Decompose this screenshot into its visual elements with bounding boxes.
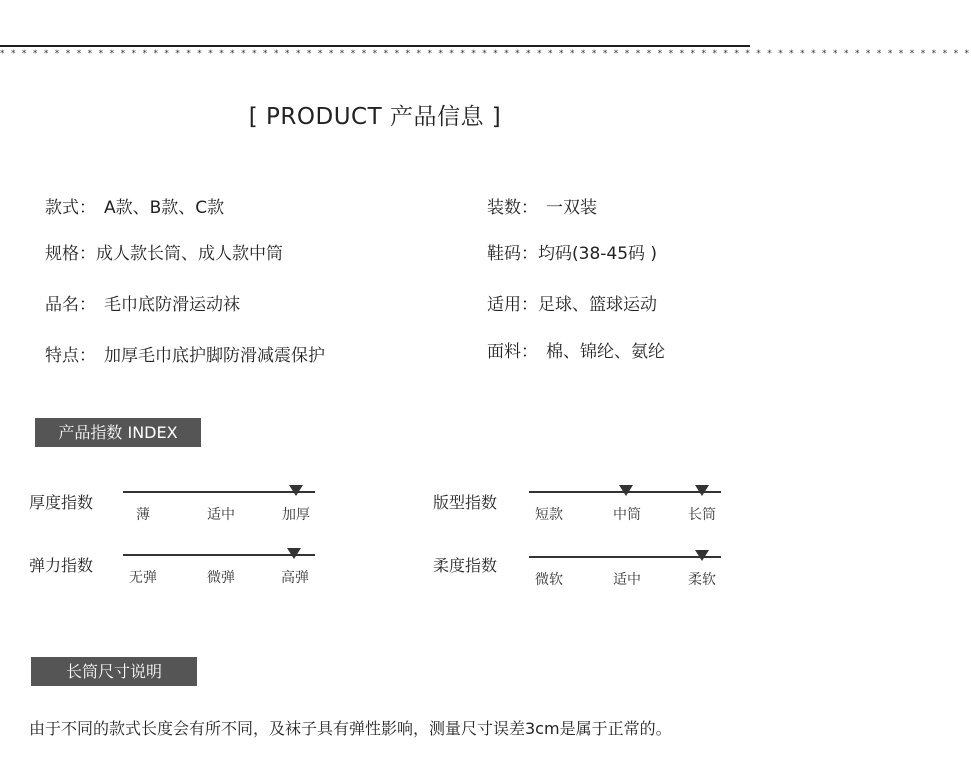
fit-tick-1: 短款 [535, 507, 563, 523]
spec-pack [487, 193, 597, 218]
spec-name-label: 品名： [45, 295, 96, 315]
elasticity-label: 弹力指数 [29, 556, 94, 575]
fit-marker-mid [619, 485, 633, 496]
page-title: [ PRODUCT 产品信息 ] [248, 104, 502, 130]
thickness-tick-3: 加厚 [282, 507, 310, 523]
spec-name-value: 毛巾底防滑运动袜 [104, 295, 240, 315]
thickness-tick-1: 薄 [136, 507, 150, 523]
spec-material [487, 337, 665, 362]
spec-material-label: 面料： [487, 342, 538, 362]
spec-feature [45, 341, 325, 366]
thickness-scale-line [123, 491, 315, 493]
index-section-tag: 产品指数 INDEX [35, 418, 201, 447]
softness-scale [529, 556, 721, 596]
softness-marker [695, 550, 709, 561]
spec-style-value: A款、B款、C款 [104, 198, 225, 218]
spec-size-label: 规格： [45, 244, 96, 264]
softness-label: 柔度指数 [433, 556, 498, 575]
spec-shoe-size-label: 鞋码： [487, 244, 538, 264]
size-note: 由于不同的款式长度会有所不同，及袜子具有弹性影响，测量尺寸误差3cm是属于正常的。 [29, 719, 672, 738]
size-section-tag: 长筒尺寸说明 [31, 657, 197, 686]
fit-scale [529, 491, 721, 531]
spec-shoe-size [487, 239, 657, 264]
elasticity-tick-2: 微弹 [207, 570, 235, 586]
elasticity-tick-1: 无弹 [129, 570, 157, 586]
spec-usage-label: 适用： [487, 295, 538, 315]
spec-style-label: 款式： [45, 198, 96, 218]
softness-scale-line [529, 556, 721, 558]
spec-usage-value: 足球、篮球运动 [538, 295, 657, 315]
spec-style [45, 193, 224, 218]
spec-name [45, 290, 240, 315]
dotted-border: * * * * * * * * * * * * * * * * * * * * * * * * * * * * * * * * * * * * * * * * * * * * * * * * * * * * * * * * * * * * * * * * * * * * * * * * * * * * * * * * * * * * * * * * * [0, 49, 971, 59]
thickness-label: 厚度指数 [29, 493, 94, 512]
spec-size [45, 239, 283, 264]
elasticity-tick-3: 高弹 [281, 570, 309, 586]
softness-tick-2: 适中 [613, 572, 641, 588]
spec-feature-value: 加厚毛巾底护脚防滑减震保护 [104, 346, 325, 366]
thickness-marker [289, 485, 303, 496]
fit-tick-2: 中筒 [613, 507, 641, 523]
spec-pack-value: 一双装 [546, 198, 597, 218]
fit-tick-3: 长筒 [688, 507, 716, 523]
thickness-tick-2: 适中 [207, 507, 235, 523]
spec-feature-label: 特点： [45, 346, 96, 366]
spec-material-value: 棉、锦纶、氨纶 [546, 342, 665, 362]
elasticity-scale [123, 554, 315, 594]
thickness-scale [123, 491, 315, 531]
softness-tick-3: 柔软 [688, 572, 716, 588]
fit-marker-long [695, 485, 709, 496]
spec-shoe-size-value: 均码(38-45码 ) [538, 244, 658, 264]
spec-usage [487, 290, 657, 315]
softness-tick-1: 微软 [535, 572, 563, 588]
fit-label: 版型指数 [433, 493, 498, 512]
spec-size-value: 成人款长筒、成人款中筒 [96, 244, 283, 264]
spec-pack-label: 装数： [487, 198, 538, 218]
elasticity-marker [287, 548, 301, 559]
